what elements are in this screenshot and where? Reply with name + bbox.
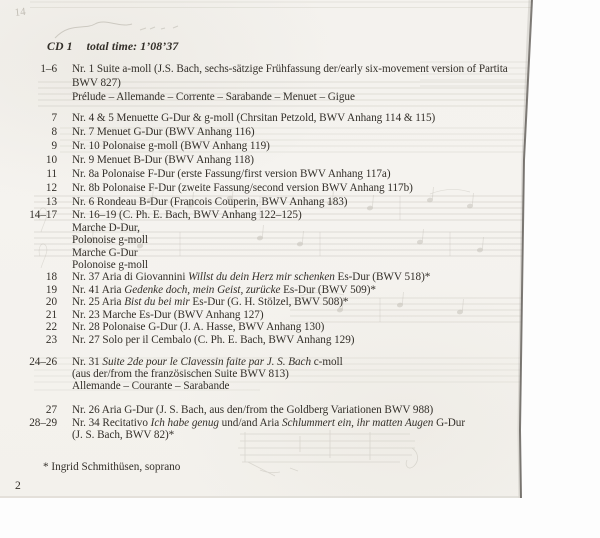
pencil-mark: 14	[14, 5, 27, 19]
track-number: 14–17	[29, 209, 57, 221]
track-title: Nr. 28 Polonaise G-Dur (J. A. Hasse, BWV Anhang 130)	[72, 321, 325, 333]
track-number: 1–6	[40, 63, 57, 75]
track-row	[25, 429, 525, 441]
track-row	[25, 234, 525, 246]
track-row	[25, 309, 525, 321]
cd-header	[47, 39, 178, 54]
track-row	[25, 222, 525, 234]
track-title: Nr. 7 Menuet G-Dur (BWV Anhang 116)	[72, 126, 255, 138]
track-title: Nr. 8a Polonaise F-Dur (erste Fassung/first version BWV Anhang 117a)	[72, 168, 391, 180]
track-title: Nr. 8b Polonaise F-Dur (zweite Fassung/second version BWV Anhang 117b)	[72, 182, 413, 194]
track-title: Nr. 6 Rondeau B-Dur (Francois Couperin, BWV Anhang 183)	[72, 196, 348, 208]
track-row	[25, 334, 525, 346]
footnote: * Ingrid Schmithüsen, soprano	[43, 461, 181, 473]
track-row	[25, 404, 525, 416]
track-number: 22	[45, 321, 57, 333]
track-number: 21	[45, 308, 57, 321]
track-row	[25, 154, 525, 166]
track-row	[25, 380, 525, 392]
track-title: Polonoise g-moll	[72, 234, 148, 246]
track-title: Nr. 26 Aria G-Dur (J. S. Bach, aus den/from the Goldberg Variationen BWV 988)	[72, 404, 434, 416]
track-title: Nr. 4 & 5 Menuette G-Dur & g-moll (Chrsitan Petzold, BWV Anhang 114 & 115)	[72, 112, 436, 124]
track-title: Nr. 9 Menuet B-Dur (BWV Anhang 118)	[72, 154, 254, 166]
track-title: (J. S. Bach, BWV 82)*	[72, 429, 175, 441]
track-title: Polonoise g-moll	[72, 259, 148, 271]
track-number: 13	[45, 196, 57, 208]
track-title: BWV 827)	[72, 77, 121, 89]
track-number: 23	[45, 333, 57, 346]
track-number	[25, 91, 57, 103]
track-number	[25, 429, 57, 441]
track-row	[25, 126, 525, 138]
page-number: 2	[15, 479, 21, 492]
track-number: 27	[45, 404, 57, 416]
track-title: Nr. 37 Aria di Giovannini Willst du dein Herz mir schenken Es-Dur (BWV 518)*	[72, 271, 431, 283]
track-number	[25, 380, 57, 392]
track-title: Marche G-Dur	[72, 246, 138, 259]
track-number: 8	[51, 126, 57, 138]
track-row	[25, 259, 525, 271]
track-row	[25, 209, 525, 221]
track-row	[25, 112, 525, 124]
track-number: 28–29	[29, 417, 57, 429]
track-number: 12	[45, 182, 57, 194]
track-title: Marche D-Dur,	[72, 221, 140, 234]
track-row	[25, 140, 525, 152]
track-number: 11	[46, 168, 57, 180]
track-number	[25, 247, 57, 259]
track-title: Nr. 25 Aria Bist du bei mir Es-Dur (G. H. Stölzel, BWV 508)*	[72, 296, 349, 308]
track-number	[25, 77, 57, 89]
track-row	[25, 182, 525, 194]
track-row	[25, 91, 525, 103]
track-number: 10	[45, 154, 57, 166]
track-row	[25, 168, 525, 180]
track-number: 9	[51, 140, 57, 152]
track-row	[25, 284, 525, 296]
track-row	[25, 417, 525, 429]
track-number	[25, 234, 57, 246]
total-time-label: total time: 1’08’37	[86, 39, 179, 53]
track-title: Prélude – Allemande – Corrente – Sarabande – Menuet – Gigue	[72, 91, 355, 103]
track-row	[25, 196, 525, 208]
track-number: 7	[51, 112, 57, 124]
track-number: 19	[45, 283, 57, 296]
track-number: 20	[45, 296, 57, 308]
track-number	[25, 222, 57, 234]
track-title: Allemande – Courante – Sarabande	[72, 380, 230, 392]
track-row	[25, 356, 525, 368]
track-title: (aus der/from the französischen Suite BWV 813)	[72, 368, 289, 380]
track-title: Nr. 31 Suite 2de pour le Clavessin faite par J. S. Bach c-moll	[72, 356, 343, 368]
track-row	[25, 247, 525, 259]
track-row	[25, 296, 525, 308]
track-title: Nr. 41 Aria Gedenke doch, mein Geist, zurücke Es-Dur (BWV 509)*	[72, 283, 376, 296]
cd-label: CD 1	[47, 39, 73, 53]
track-title: Nr. 16–19 (C. Ph. E. Bach, BWV Anhang 122–125)	[72, 209, 302, 221]
track-row	[25, 77, 525, 89]
track-title: Nr. 27 Solo per il Cembalo (C. Ph. E. Bach, BWV Anhang 129)	[72, 333, 355, 346]
track-title: Nr. 1 Suite a-moll (J.S. Bach, sechs-sätzige Frühfassung der/early six-movement version of Partita	[72, 63, 508, 75]
track-row	[25, 271, 525, 283]
track-number: 18	[45, 271, 57, 283]
track-number: 24–26	[29, 356, 57, 368]
track-title: Nr. 10 Polonaise g-moll (BWV Anhang 119)	[72, 140, 270, 152]
track-title: Nr. 23 Marche Es-Dur (BWV Anhang 127)	[72, 308, 264, 321]
track-number	[25, 259, 57, 271]
track-number	[25, 368, 57, 380]
track-row	[25, 321, 525, 333]
track-row	[25, 63, 525, 75]
track-row	[25, 368, 525, 380]
track-title: Nr. 34 Recitativo Ich habe genug und/and Aria Schlummert ein, ihr matten Augen G-Dur	[72, 417, 466, 429]
